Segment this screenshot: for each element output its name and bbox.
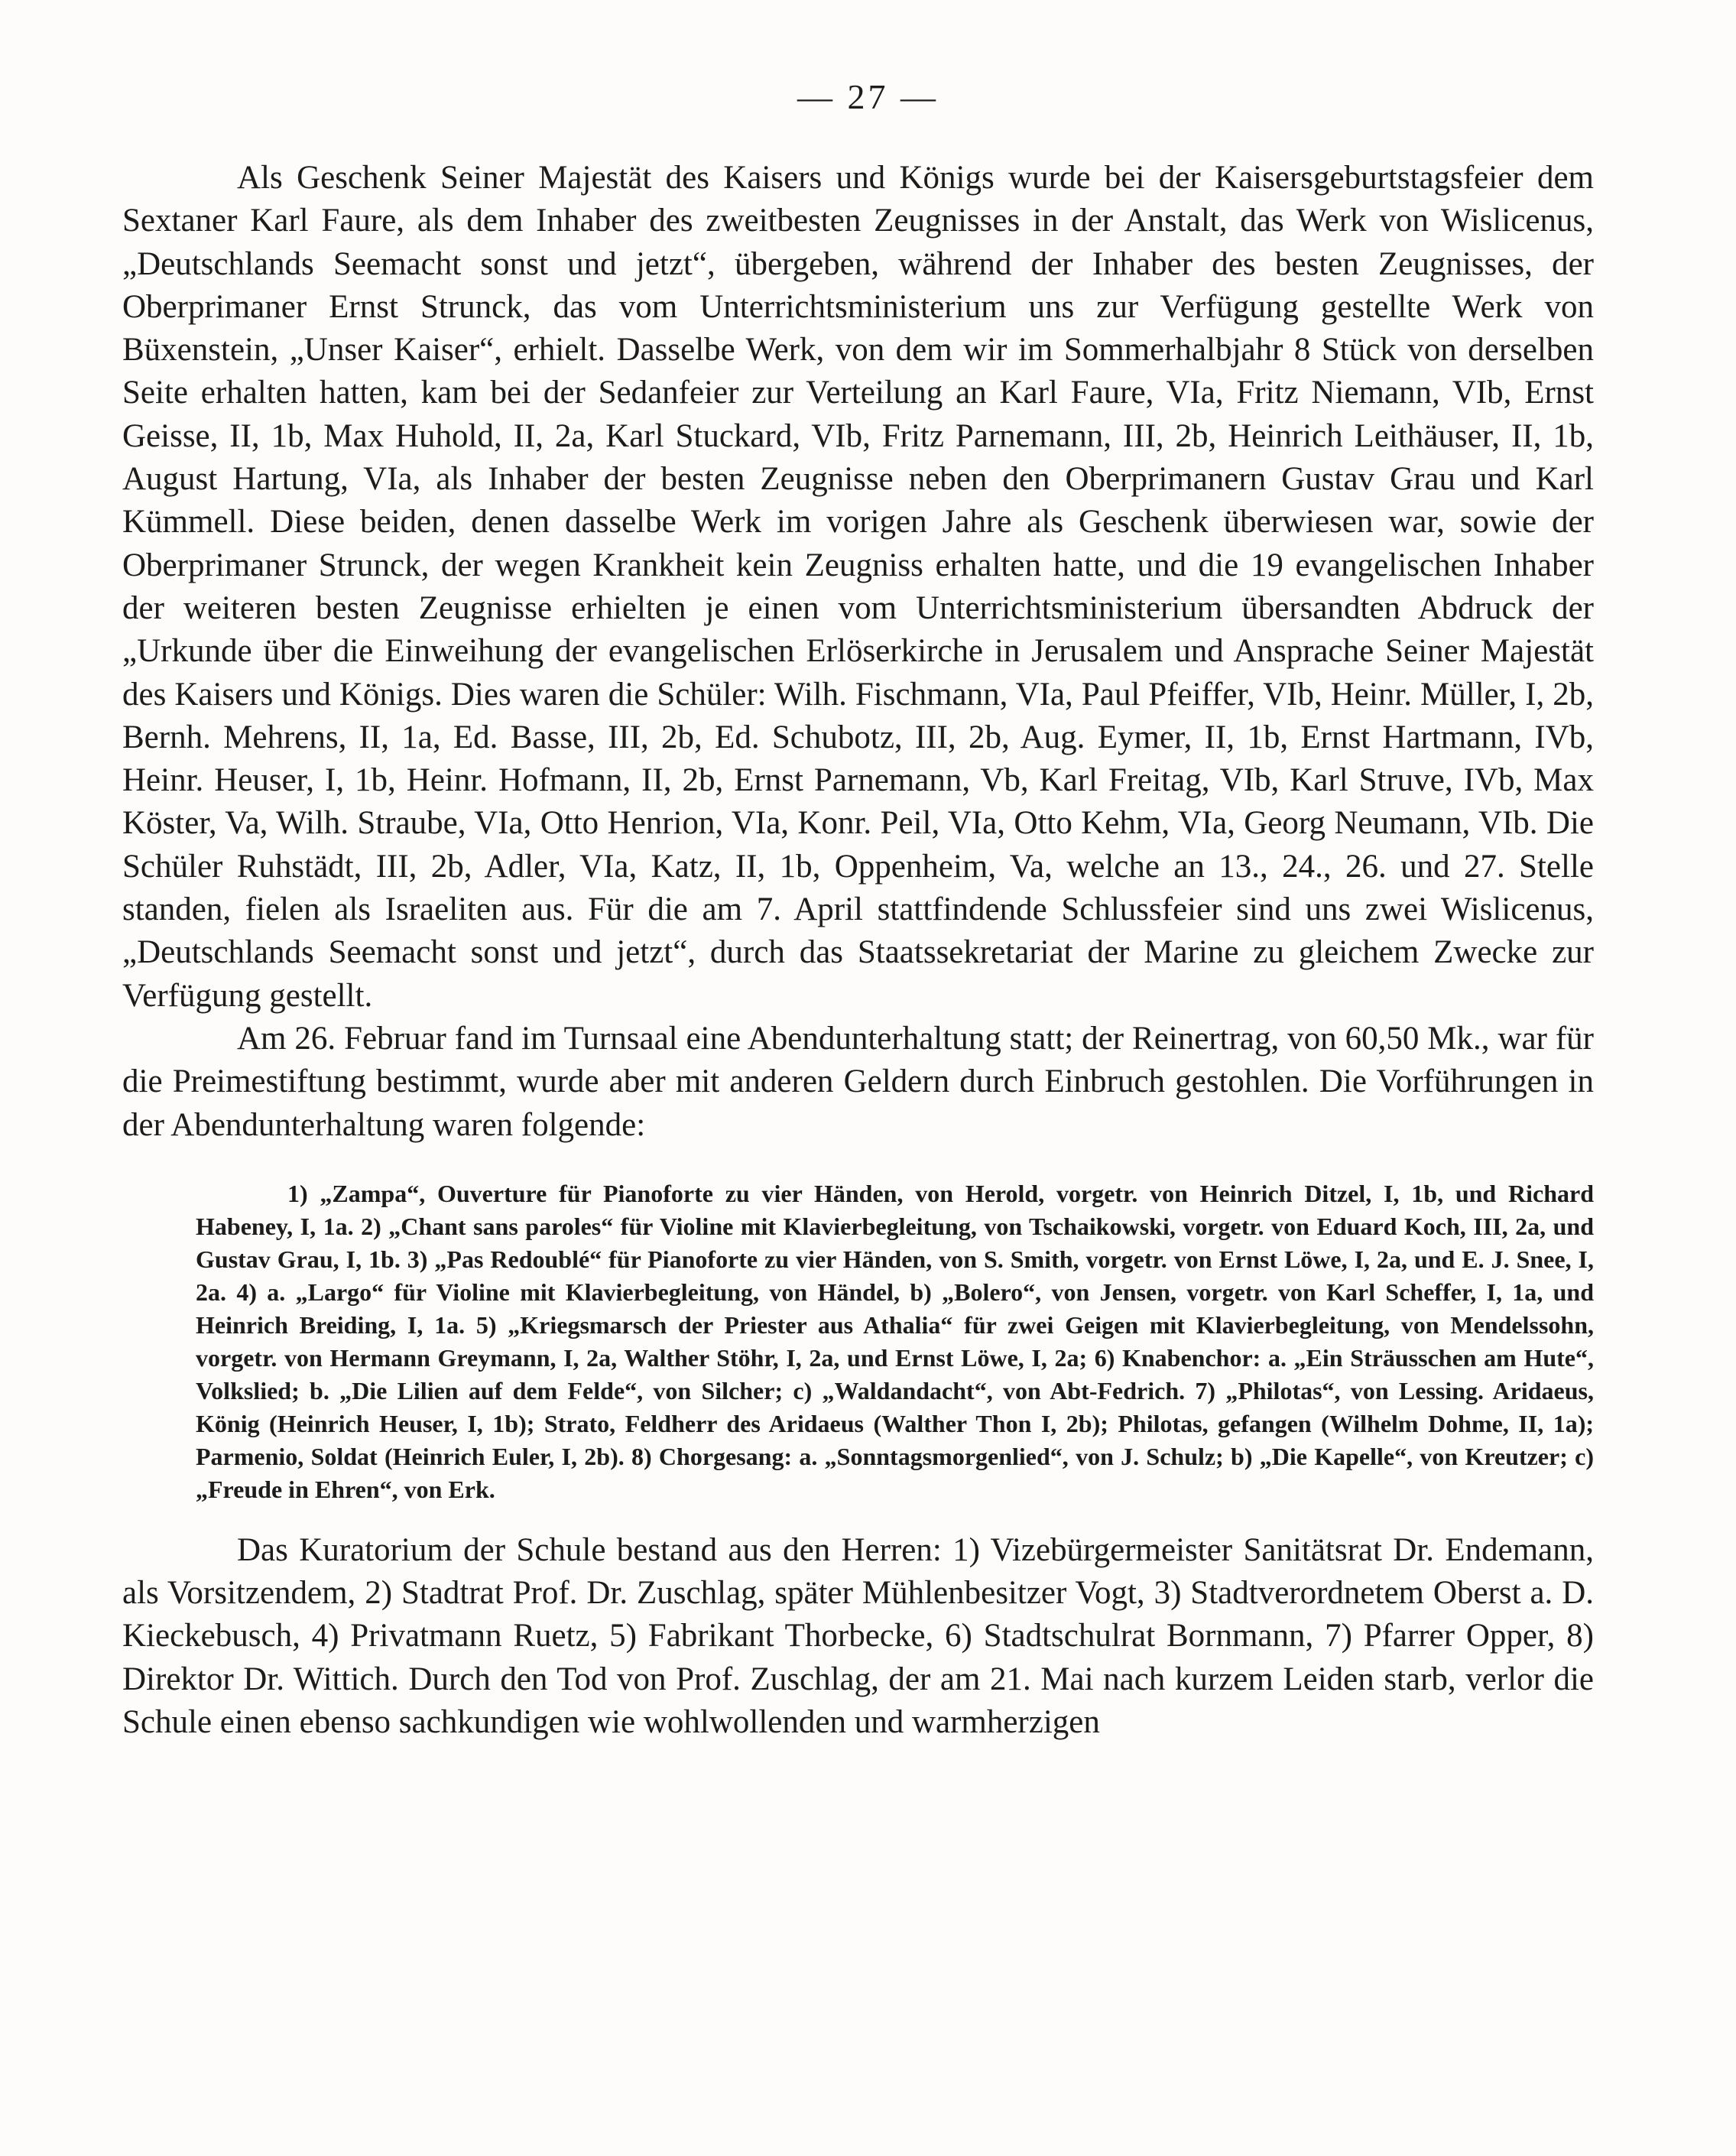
paragraph-curatorium: Das Kuratorium der Schule bestand aus den Herren: 1) Vizebürgermeister Sanitätsrat Dr. Endemann, als Vorsitzendem, 2) Stadtrat Prof. Dr. Zuschlag, später Mühlenbesitzer Vogt, 3) Stadtverordnetem Oberst a. D. Kieckebusch, 4) Privatmann Ruetz, 5) Fabrikant Thorbecke, 6) Stadtschulrat Bornmann, 7) Pfarrer Opper, 8) Direktor Dr. Wittich. Durch den Tod von Prof. Zuschlag, der am 21. Mai nach kurzem Leiden starb, verlor die Schule einen ebenso sachkundigen wie wohlwollenden und warmherzigen <box>122 1531 1594 1741</box>
paragraph-awards: Als Geschenk Seiner Majestät des Kaisers und Königs wurde bei der Kaisersgeburtstagsfeier dem Sextaner Karl Faure, als dem Inhaber des zweitbesten Zeugnisses in der Anstalt, das Werk von Wislicenus, „Deutschlands Seemacht sonst und jetzt“, übergeben, während der Inhaber des besten Zeugnisses, der Oberprimaner Ernst Strunck, das vom Unterrichtsministerium uns zur Verfügung gestellte Werk von Büxenstein, „Unser Kaiser“, erhielt. Dasselbe Werk, von dem wir im Sommerhalbjahr 8 Stück von derselben Seite erhalten hatten, kam bei der Sedanfeier zur Verteilung an Karl Faure, VIa, Fritz Niemann, VIb, Ernst Geisse, II, 1b, Max Huhold, II, 2a, Karl Stuckard, VIb, Fritz Parnemann, III, 2b, Heinrich Leithäuser, II, 1b, August Hartung, VIa, als Inhaber der besten Zeugnisse neben den Oberprimanern Gustav Grau und Karl Kümmell. Diese beiden, denen dasselbe Werk im vorigen Jahre als Geschenk überwiesen war, sowie der Oberprimaner Strunck, der wegen Krankheit kein Zeugniss erhalten hatte, und die 19 evangelischen Inhaber der weiteren besten Zeugnisse erhielten je einen vom Unterrichtsministerium übersandten Abdruck der „Urkunde über die Einweihung der evangelischen Erlöserkirche in Jerusalem und Ansprache Seiner Majestät des Kaisers und Königs. Dies waren die Schüler: Wilh. Fischmann, VIa, Paul Pfeiffer, VIb, Heinr. Müller, I, 2b, Bernh. Mehrens, II, 1a, Ed. Basse, III, 2b, Ed. Schubotz, III, 2b, Aug. Eymer, II, 1b, Ernst Hartmann, IVb, Heinr. Heuser, I, 1b, Heinr. Hofmann, II, 2b, Ernst Parnemann, Vb, Karl Freitag, VIb, Karl Struve, IVb, Max Köster, Va, Wilh. Straube, VIa, Otto Henrion, VIa, Konr. Peil, VIa, Otto Kehm, VIa, Georg Neumann, VIb. Die Schüler Ruhstädt, III, 2b, Adler, VIa, Katz, II, 1b, Oppenheim, Va, welche an 13., 24., 26. und 27. Stelle standen, fielen als Israeliten aus. Für die am 7. April stattfindende Schlussfeier sind uns zwei Wislicenus, „Deutschlands Seemacht sonst und jetzt“, durch das Staatssekretariat der Marine zu gleichem Zwecke zur Verfügung gestellt. <box>122 160 1594 1014</box>
program-text: 1) „Zampa“, Ouverture für Pianoforte zu vier Händen, von Herold, vorgetr. von Heinrich Ditzel, I, 1b, und Richard Habeney, I, 1a. 2) „Chant sans paroles“ für Violine mit Klavierbegleitung, von Tschaikowski, vorgetr. von Eduard Koch, III, 2a, und Gustav Grau, I, 1b. 3) „Pas Redoublé“ für Pianoforte zu vier Händen, von S. Smith, vorgetr. von Ernst Löwe, I, 2a, und E. J. Snee, I, 2a. 4) a. „Largo“ für Violine mit Klavierbegleitung, von Händel, b) „Bolero“, von Jensen, vorgetr. von Karl Scheffer, I, 1a, und Heinrich Breiding, I, 1a. 5) „Kriegsmarsch der Priester aus Athalia“ für zwei Geigen mit Klavierbegleitung, von Mendelssohn, vorgetr. von Hermann Greymann, I, 2a, Walther Stöhr, I, 2a, und Ernst Löwe, I, 2a; 6) Knabenchor: a. „Ein Sträusschen am Hute“, Volkslied; b. „Die Lilien auf dem Felde“, von Silcher; c) „Waldandacht“, von Abt-Fedrich. 7) „Philotas“, von Lessing. Aridaeus, König (Heinrich Heuser, I, 1b); Strato, Feldherr des Aridaeus (Walther Thon I, 2b); Philotas, gefangen (Wilhelm Dohme, II, 1a); Parmenio, Soldat (Heinrich Euler, I, 2b). 8) Chorgesang: a. „Sonntagsmorgenlied“, von J. Schulz; b) „Die Kapelle“, von Kreutzer; c) „Freude in Ehren“, von Erk. <box>196 1179 1594 1503</box>
program-list <box>122 1177 1594 1506</box>
page-body <box>122 157 1594 1744</box>
page-number: — 27 — <box>797 77 939 116</box>
paragraph-evening-event: Am 26. Februar fand im Turnsaal eine Abendunterhaltung statt; der Reinertrag, von 60,50 Mk., war für die Preimestiftung bestimmt, wurde aber mit anderen Geldern durch Einbruch gestohlen. Die Vorführungen in der Abendunterhaltung waren folgende: <box>122 1020 1594 1143</box>
